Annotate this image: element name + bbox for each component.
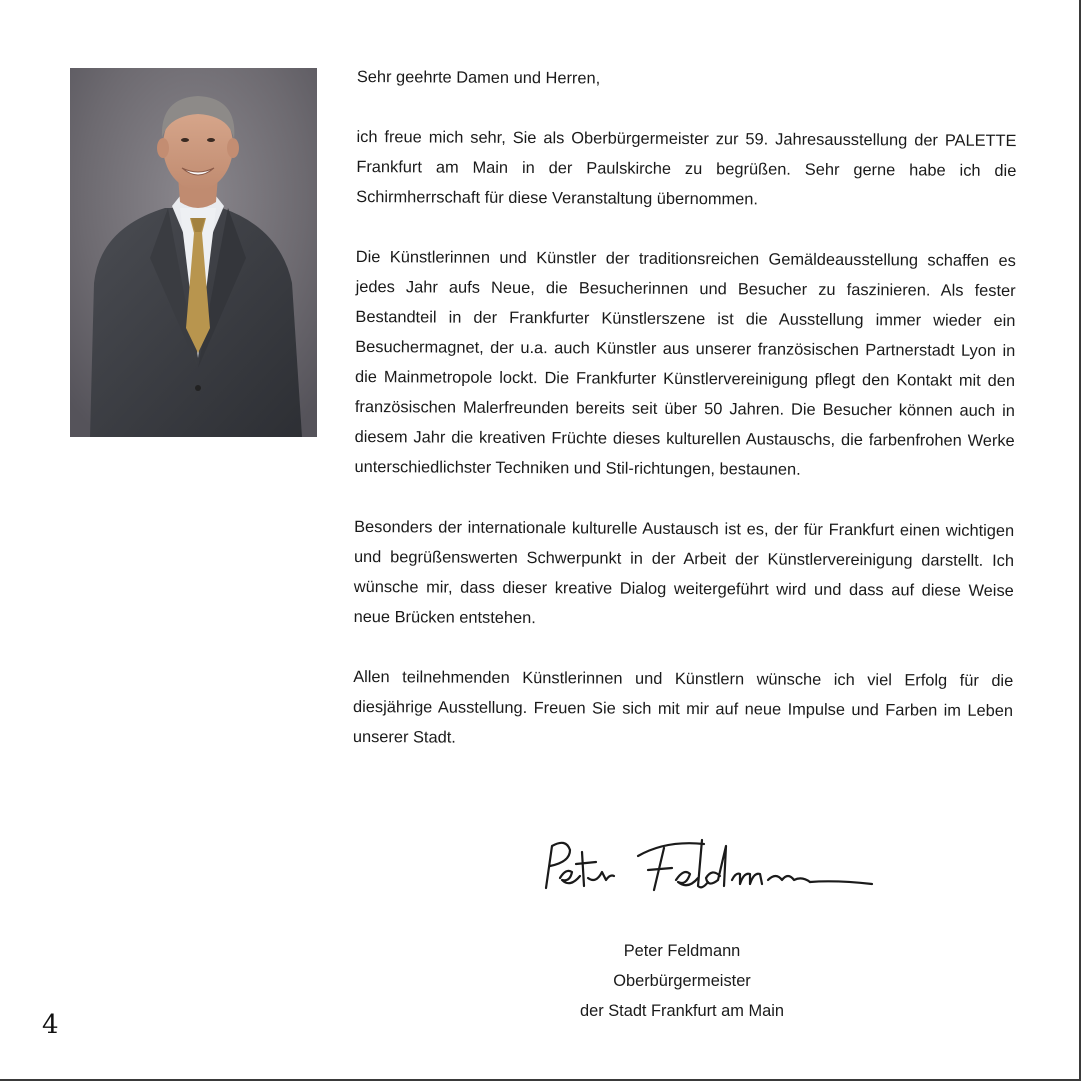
page-number: 4 [42, 1010, 59, 1040]
letter-paragraph: Die Künstlerinnen und Künstler der traditionsreichen Gemäldeausstellung schaffen es jedes Jahr aufs Neue, die Besucherinnen und Besucher zu faszinieren. Als fester Bestandteil in der Frankfurter Künstlerszene ist die Ausstellung immer wieder ein Besuchermagnet, der u.a. auch Künstler aus unserer französischen Partnerstadt Lyon in die Mainmetropole lockt. Die Frankfurter Künstlervereinigung pflegt den Kontakt mit den französischen Malerfreunden bereits seit über 50 Jahren. Die Besucher können auch in diesem Jahr die kreativen Früchte dieses kulturellen Austauschs, die farbenfrohen Werke unterschiedlichster Techniken und Stil-richtungen, bestaunen. [354, 247, 1016, 479]
letter-body [353, 62, 1017, 786]
letter-greeting: Sehr geehrte Damen und Herren, [356, 67, 601, 88]
signer-title: Oberbürgermeister [613, 972, 751, 990]
signer-name: Peter Feldmann [623, 942, 741, 960]
letter-paragraph: ich freue mich sehr, Sie als Oberbürgermeister zur 59. Jahresausstellung der PALETTE Frankfurt am Main in der Paulskirche zu begrüßen. Sehr gerne habe ich die Schirmherrschaft für diese Veranstaltung übernommen. [356, 127, 1017, 209]
letter-paragraph: Besonders der internationale kulturelle Austausch ist es, der für Frankfurt einen wichtigen und begrüßenswerten Schwerpunkt in der Arbeit der Künstlervereinigung darstellt. Ich wünsche mir, dass dieser kreative Dialog weitergeführt wird und dass auf diese Weise neue Brücken entstehen. [353, 517, 1015, 628]
letter-paragraph: Allen teilnehmenden Künstlerinnen und Künstlern wünsche ich viel Erfolg für die diesjährige Ausstellung. Freuen Sie sich mit mir auf neue Impulse und Farben im Leben unserer Stadt. [352, 667, 1014, 747]
signature-block [560, 936, 804, 1026]
portrait-photo [70, 68, 317, 437]
signer-organization: der Stadt Frankfurt am Main [579, 1002, 785, 1020]
handwritten-signature [536, 828, 880, 900]
